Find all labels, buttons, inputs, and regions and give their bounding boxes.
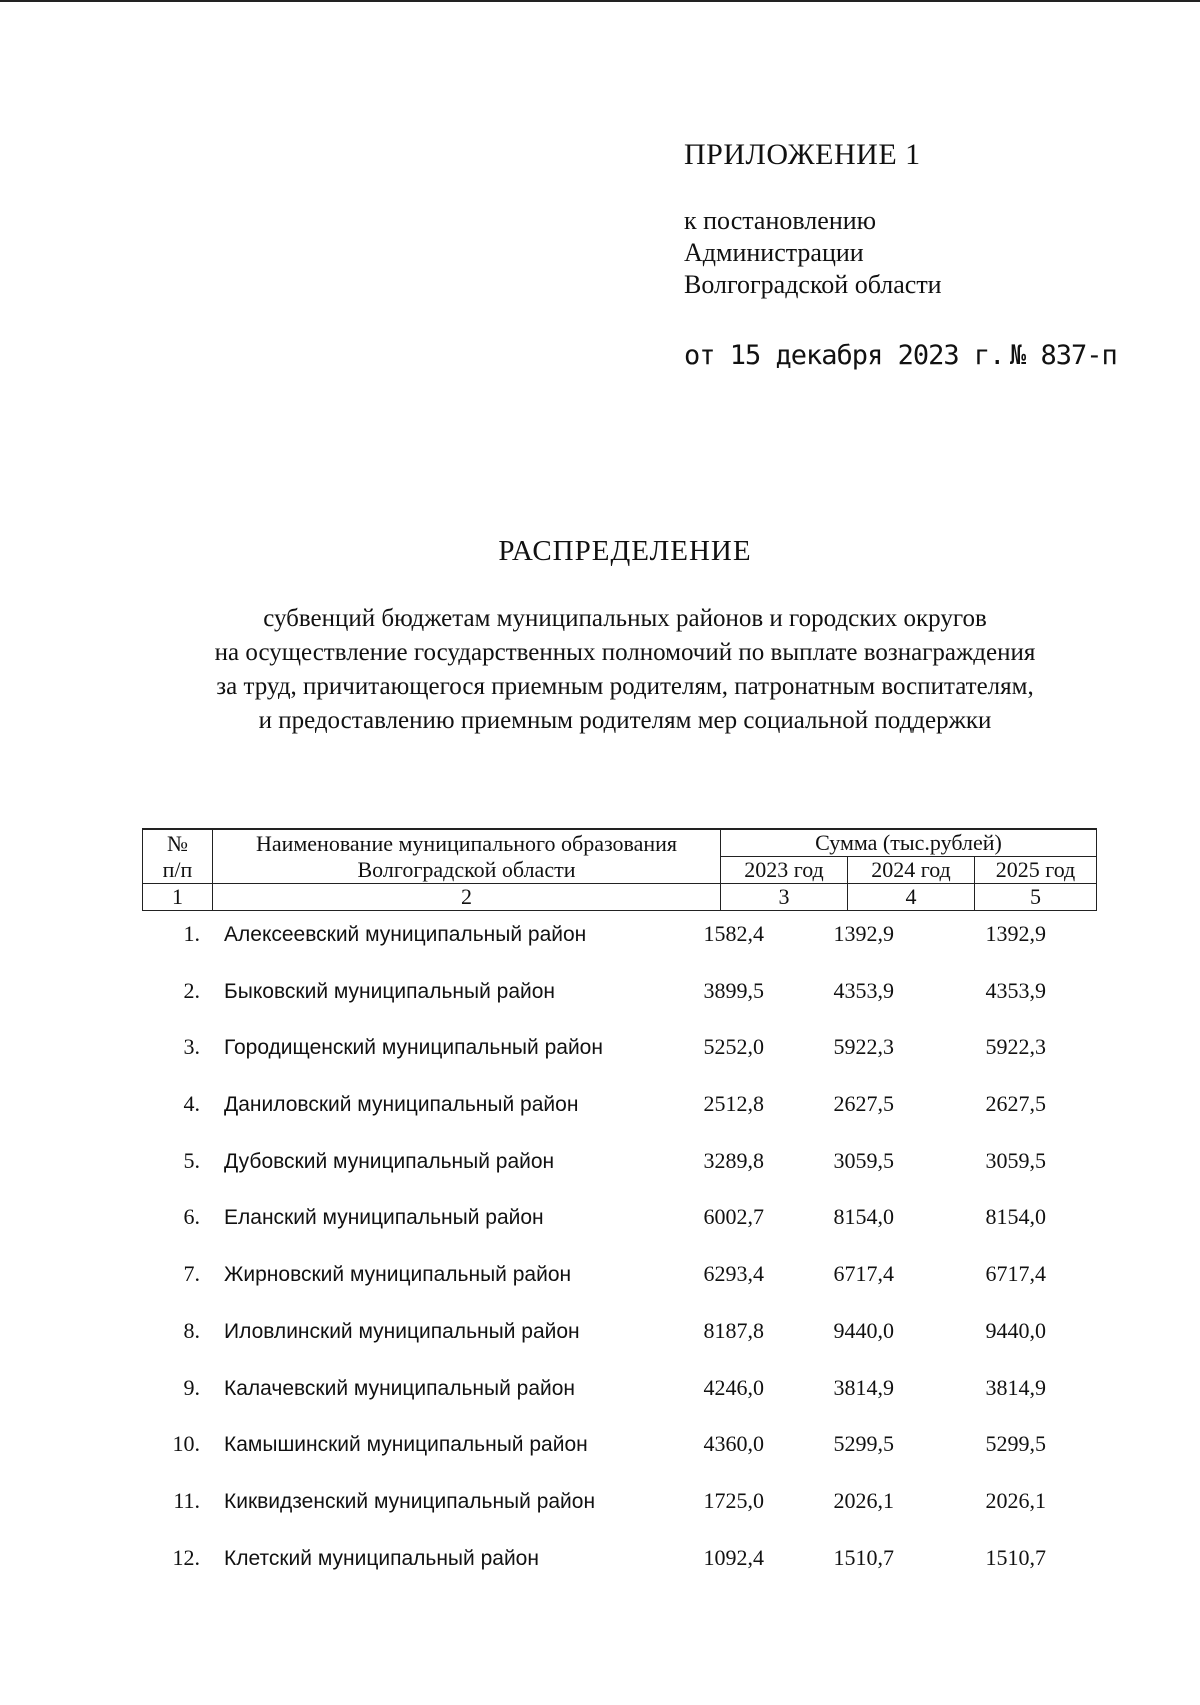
header-col-4: 4: [848, 884, 975, 911]
row-value-2024: 5922,3: [833, 1034, 894, 1060]
table-row: [142, 1138, 1096, 1195]
table-row: [142, 1421, 1096, 1478]
row-number: 11.: [173, 1487, 200, 1513]
row-name: Киквидзенский муниципальный район: [224, 1489, 596, 1513]
row-value-2024: 2026,1: [833, 1487, 894, 1513]
row-value-2023: 3899,5: [703, 977, 764, 1003]
row-number: 6.: [183, 1204, 200, 1230]
row-value-2025: 8154,0: [985, 1204, 1046, 1230]
row-value-2023: 1582,4: [703, 921, 764, 946]
appendix-title: ПРИЛОЖЕНИЕ 1: [684, 138, 921, 171]
row-number: 5.: [183, 1147, 200, 1173]
row-value-2025: 1510,7: [985, 1544, 1046, 1570]
row-number: 2.: [183, 977, 200, 1003]
row-value-2023: 5252,0: [703, 1034, 764, 1060]
row-value-2023: 3289,8: [703, 1147, 764, 1173]
row-value-2025: 6717,4: [985, 1261, 1046, 1287]
row-value-2025: 2627,5: [985, 1091, 1046, 1117]
row-name: Даниловский муниципальный район: [224, 1093, 579, 1117]
row-number: 9.: [183, 1374, 200, 1400]
table-row: [142, 1251, 1096, 1308]
header-number-line-1: №: [167, 830, 188, 856]
row-value-2025: 3814,9: [985, 1374, 1046, 1400]
row-name: Клетский муниципальный район: [224, 1546, 539, 1570]
row-value-2024: 9440,0: [833, 1317, 894, 1343]
row-name: Камышинский муниципальный район: [224, 1433, 588, 1457]
decree-date: от 15 декабря 2023 г.: [684, 340, 1005, 371]
row-value-2024: 8154,0: [833, 1204, 894, 1230]
row-value-2025: 3059,5: [985, 1147, 1046, 1173]
table-row: [142, 1478, 1096, 1535]
table-row: [142, 1535, 1096, 1592]
table-row: [142, 911, 1096, 968]
header-sum: Сумма (тыс.рублей): [721, 829, 1097, 857]
table-row: [142, 1308, 1096, 1365]
row-number: 7.: [183, 1261, 200, 1287]
table-row: [142, 1194, 1096, 1251]
row-name: Городищенский муниципальный район: [224, 1036, 603, 1060]
header-col-5: 5: [975, 884, 1097, 911]
document-title: РАСПРЕДЕЛЕНИЕ: [498, 535, 752, 567]
header-year-2024: 2024 год: [848, 857, 975, 884]
row-value-2024: 3814,9: [833, 1374, 894, 1400]
appendix-reference: [684, 205, 942, 301]
row-name: Быковский муниципальный район: [224, 979, 556, 1003]
row-value-2023: 6293,4: [703, 1261, 764, 1287]
header-number-line-2: п/п: [162, 856, 193, 882]
row-value-2025: 9440,0: [985, 1317, 1046, 1343]
document-subtitle: [0, 602, 1200, 738]
header-year-2023: 2023 год: [721, 857, 848, 884]
row-value-2023: 2512,8: [703, 1091, 764, 1117]
table-row: [142, 1024, 1096, 1081]
row-value-2024: 1392,9: [833, 921, 894, 946]
header-name: [213, 829, 721, 884]
decree-date-number: [684, 340, 1124, 371]
distribution-table: [142, 828, 1096, 1591]
row-value-2025: 1392,9: [985, 921, 1046, 946]
header-name-line-1: Наименование муниципального образования: [255, 830, 678, 856]
row-number: 1.: [183, 921, 200, 946]
row-name: Дубовский муниципальный район: [224, 1149, 555, 1173]
row-value-2023: 4360,0: [703, 1431, 764, 1457]
table-row: [142, 968, 1096, 1025]
appendix-line-3: Волгоградской области: [684, 270, 942, 299]
subtitle-line-1: субвенций бюджетам муниципальных районов и городских округов: [263, 605, 987, 632]
row-value-2023: 4246,0: [703, 1374, 764, 1400]
row-value-2025: 5922,3: [985, 1034, 1046, 1060]
row-value-2024: 4353,9: [833, 977, 894, 1003]
row-value-2024: 5299,5: [833, 1431, 894, 1457]
row-name: Алексеевский муниципальный район: [224, 923, 587, 946]
row-value-2023: 8187,8: [703, 1317, 764, 1343]
row-name: Жирновский муниципальный район: [224, 1263, 572, 1287]
row-number: 3.: [183, 1034, 200, 1060]
row-value-2025: 2026,1: [985, 1487, 1046, 1513]
row-name: Калачевский муниципальный район: [224, 1376, 576, 1400]
row-value-2023: 6002,7: [703, 1204, 764, 1230]
row-name: Еланский муниципальный район: [224, 1206, 544, 1230]
row-value-2025: 5299,5: [985, 1431, 1046, 1457]
row-value-2023: 1725,0: [703, 1487, 764, 1513]
header-year-2025: 2025 год: [975, 857, 1097, 884]
header-col-3: 3: [721, 884, 848, 911]
row-value-2025: 4353,9: [985, 977, 1046, 1003]
row-number: 8.: [183, 1317, 200, 1343]
header-col-1: 1: [143, 884, 213, 911]
subtitle-line-4: и предоставлению приемным родителям мер социальной поддержки: [258, 707, 992, 734]
row-value-2024: 6717,4: [833, 1261, 894, 1287]
row-value-2023: 1092,4: [703, 1544, 764, 1570]
row-number: 10.: [172, 1431, 200, 1457]
appendix-line-1: к постановлению: [684, 206, 877, 235]
appendix-line-2: Администрации: [684, 238, 864, 267]
subtitle-line-3: за труд, причитающегося приемным родителям, патронатным воспитателям,: [216, 673, 1034, 700]
table-row: [142, 1081, 1096, 1138]
subtitle-line-2: на осуществление государственных полномочий по выплате вознаграждения: [214, 639, 1036, 666]
decree-number: № 837-п: [1010, 340, 1117, 371]
row-number: 12.: [172, 1544, 200, 1570]
row-number: 4.: [183, 1091, 200, 1117]
header-name-line-2: Волгоградской области: [357, 856, 576, 882]
table-body: [142, 911, 1096, 1591]
row-name: Иловлинский муниципальный район: [224, 1319, 580, 1343]
header-number: [143, 829, 213, 884]
table-header: [142, 828, 1097, 911]
table-row: [142, 1365, 1096, 1422]
row-value-2024: 3059,5: [833, 1147, 894, 1173]
header-col-2: 2: [213, 884, 721, 911]
row-value-2024: 2627,5: [833, 1091, 894, 1117]
page-top-edge: [0, 0, 1200, 2]
row-value-2024: 1510,7: [833, 1544, 894, 1570]
